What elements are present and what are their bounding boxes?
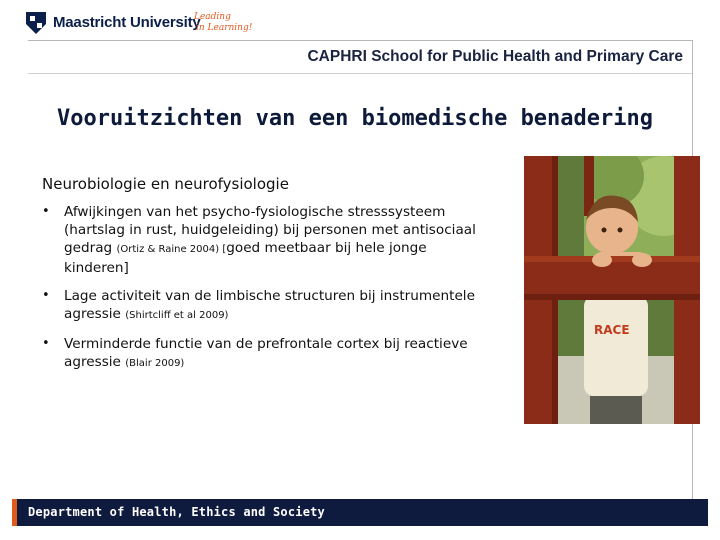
school-divider	[28, 73, 693, 74]
header-divider	[28, 40, 693, 41]
shirt-text: RACE	[594, 323, 630, 337]
bullet-extra: goed meetbaar bij hele jonge kinderen]	[64, 240, 427, 276]
slide-subtitle: Neurobiologie en neurofysiologie	[42, 175, 289, 193]
child-photo	[524, 156, 700, 424]
bullet-text: Lage activiteit van de limbische structuren bij instrumentele agressie	[64, 288, 475, 322]
bullet-icon: •	[42, 288, 50, 303]
slogan-line-1: Leading	[194, 12, 231, 22]
slogan-handwriting	[192, 8, 252, 34]
bullet-citation: (Blair 2009)	[125, 358, 185, 369]
bullet-icon: •	[42, 336, 50, 351]
university-name: Maastricht University	[53, 14, 201, 31]
slogan-line-2: in Learning!	[196, 23, 252, 33]
header	[0, 0, 720, 42]
footer-accent	[12, 499, 17, 526]
bullet-text: Verminderde functie van de prefrontale cortex bij reactieve agressie	[64, 336, 468, 370]
list-item	[42, 287, 482, 325]
bullet-text: Afwijkingen van het psycho-fysiologische stresssysteem (hartslag in rust, huidgeleiding) bij personen met antisociaal gedrag	[64, 204, 476, 256]
slide-title: Vooruitzichten van een biomedische benadering	[56, 106, 654, 131]
bullet-citation: (Shirtcliff et al 2009)	[125, 310, 229, 321]
list-item	[42, 203, 482, 277]
child-photo-illustration	[524, 156, 700, 424]
bullet-extra-bracket: [	[219, 244, 227, 255]
university-logo-icon	[26, 12, 46, 34]
list-item	[42, 335, 482, 373]
bullet-citation: (Ortiz & Raine 2004)	[116, 244, 220, 255]
school-name: CAPHRI School for Public Health and Primary Care	[307, 48, 683, 65]
department-name: Department of Health, Ethics and Society	[28, 505, 325, 519]
bullet-list	[42, 203, 482, 383]
bullet-icon: •	[42, 204, 50, 219]
